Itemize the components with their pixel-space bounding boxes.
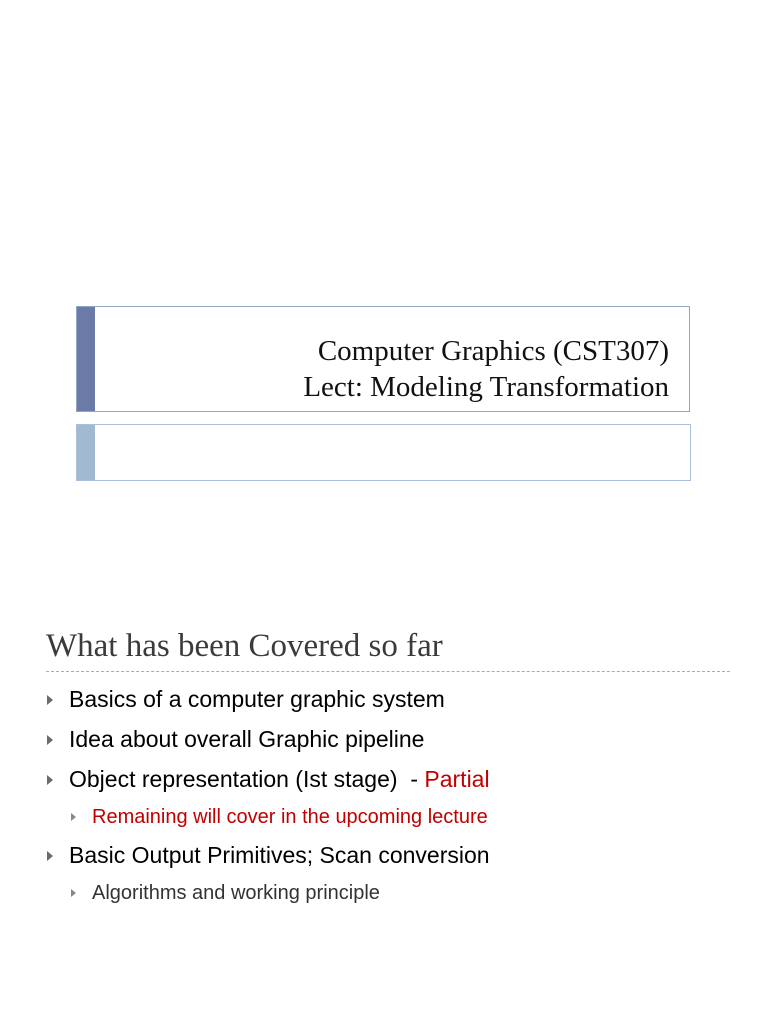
bullet-text: Object representation (Ist stage) - <box>69 766 425 792</box>
title-box <box>76 306 690 412</box>
bullet-text: Basics of a computer graphic system <box>69 686 445 712</box>
triangle-bullet-icon <box>47 851 53 861</box>
triangle-bullet-icon <box>71 889 76 897</box>
subtitle-box <box>76 424 691 481</box>
bullet-item <box>46 764 736 804</box>
bullet-item <box>46 840 736 880</box>
sub-bullet-item <box>46 804 736 840</box>
triangle-bullet-icon <box>47 735 53 745</box>
sub-bullet-item <box>46 880 736 916</box>
title-accent-bar <box>77 307 95 411</box>
triangle-bullet-icon <box>47 775 53 785</box>
bullet-text: Idea about overall Graphic pipeline <box>69 726 425 752</box>
slide-title <box>303 333 669 405</box>
bullet-list <box>46 684 736 916</box>
triangle-bullet-icon <box>71 813 76 821</box>
sub-bullet-text: Remaining will cover in the upcoming lecture <box>92 806 488 828</box>
triangle-bullet-icon <box>47 695 53 705</box>
sub-bullet-text: Algorithms and working principle <box>92 882 380 904</box>
content-heading: What has been Covered so far <box>46 628 443 664</box>
bullet-item <box>46 724 736 764</box>
bullet-item <box>46 684 736 724</box>
title-line-2: Lect: Modeling Transformation <box>303 371 669 403</box>
partial-highlight: Partial <box>424 766 490 792</box>
bullet-text: Basic Output Primitives; Scan conversion <box>69 842 490 868</box>
subtitle-accent-bar <box>77 425 95 480</box>
heading-divider <box>46 671 730 672</box>
title-line-1: Computer Graphics (CST307) <box>317 335 669 367</box>
